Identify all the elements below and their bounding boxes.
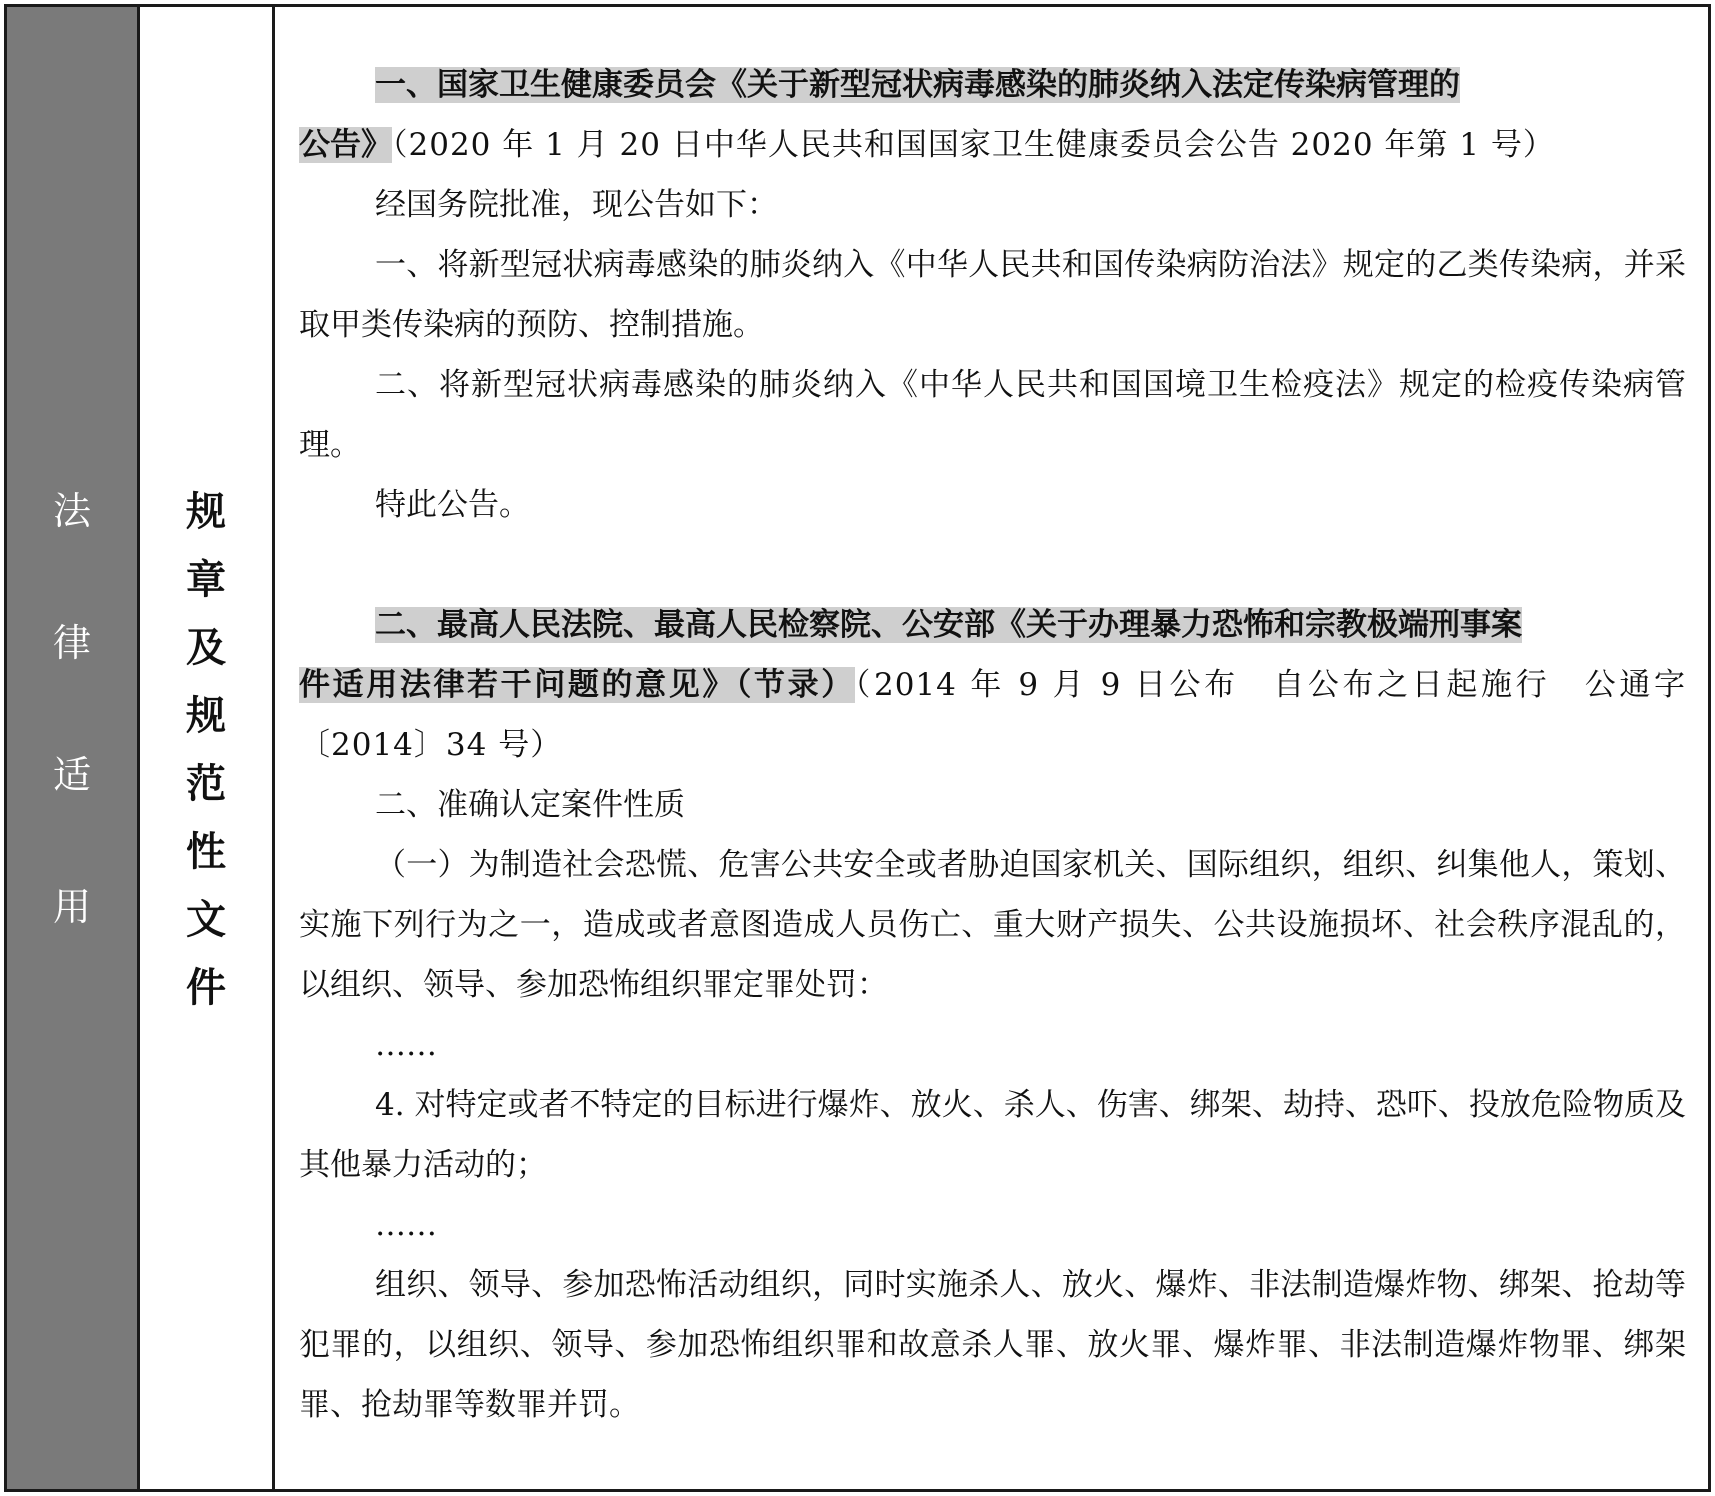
document-table [4, 4, 1711, 1492]
paragraph: 4. 对特定或者不特定的目标进行爆炸、放火、杀人、伤害、绑架、劫持、恐吓、投放危险物质及其他暴力活动的； [299, 1087, 1686, 1183]
subcategory-char: 件 [186, 965, 226, 1011]
subcategory-char: 规 [186, 693, 226, 739]
section-announcement [299, 55, 1686, 535]
subcategory-char: 性 [186, 829, 226, 875]
paragraph: （一）为制造社会恐慌、危害公共安全或者胁迫国家机关、国际组织，组织、纠集他人，策划、实施下列行为之一，造成或者意图造成人员伤亡、重大财产损失、公共设施损坏、社会秩序混乱的，以组织、领导、参加恐怖组织罪定罪处罚： [299, 847, 1686, 1003]
section-title-line: 件适用法律若干问题的意见》（节录） [299, 667, 855, 703]
section-meta: （2014 年 9 月 9 日公布 自公布之日起施行 公通字〔2014〕34 号） [299, 667, 1687, 763]
subcategory-char: 章 [186, 557, 226, 603]
category-char: 法 [52, 489, 91, 533]
paragraph: 组织、领导、参加恐怖活动组织，同时实施杀人、放火、爆炸、非法制造爆炸物、绑架、抢劫等犯罪的，以组织、领导、参加恐怖组织罪和故意杀人罪、放火罪、爆炸罪、非法制造爆炸物罪、绑架罪、抢劫罪等数罪并罚。 [299, 1267, 1686, 1423]
section-title [299, 55, 1686, 175]
paragraph: 二、将新型冠状病毒感染的肺炎纳入《中华人民共和国国境卫生检疫法》规定的检疫传染病管理。 [299, 367, 1686, 463]
ellipsis: …… [375, 1207, 437, 1243]
paragraph: 一、将新型冠状病毒感染的肺炎纳入《中华人民共和国传染病防治法》规定的乙类传染病，并采取甲类传染病的预防、控制措施。 [299, 247, 1686, 343]
category-char: 适 [52, 753, 91, 797]
ellipsis: …… [375, 1027, 437, 1063]
section-title-line: 一、国家卫生健康委员会《关于新型冠状病毒感染的肺炎纳入法定传染病管理的 [375, 67, 1460, 103]
paragraph: 经国务院批准，现公告如下： [375, 187, 778, 223]
section-title [299, 595, 1686, 775]
section-opinion [299, 595, 1686, 1435]
category-char: 律 [52, 621, 91, 665]
subcategory-column [140, 7, 275, 1489]
category-char: 用 [52, 885, 91, 929]
subcategory-char: 范 [186, 761, 226, 807]
paragraph: 特此公告。 [375, 487, 530, 523]
subcategory-char: 及 [186, 625, 226, 671]
section-title-line: 公告》 [299, 127, 392, 163]
category-column [7, 7, 140, 1489]
subcategory-char: 规 [186, 489, 226, 535]
section-gap [299, 535, 1686, 595]
subcategory-char: 文 [186, 897, 226, 943]
paragraph: 二、准确认定案件性质 [375, 787, 685, 823]
section-title-line: 二、最高人民法院、最高人民检察院、公安部《关于办理暴力恐怖和宗教极端刑事案 [375, 607, 1522, 643]
content-column [275, 7, 1708, 1489]
section-meta: （2020 年 1 月 20 日中华人民共和国国家卫生健康委员会公告 2020 年第 1 号） [392, 127, 1555, 163]
